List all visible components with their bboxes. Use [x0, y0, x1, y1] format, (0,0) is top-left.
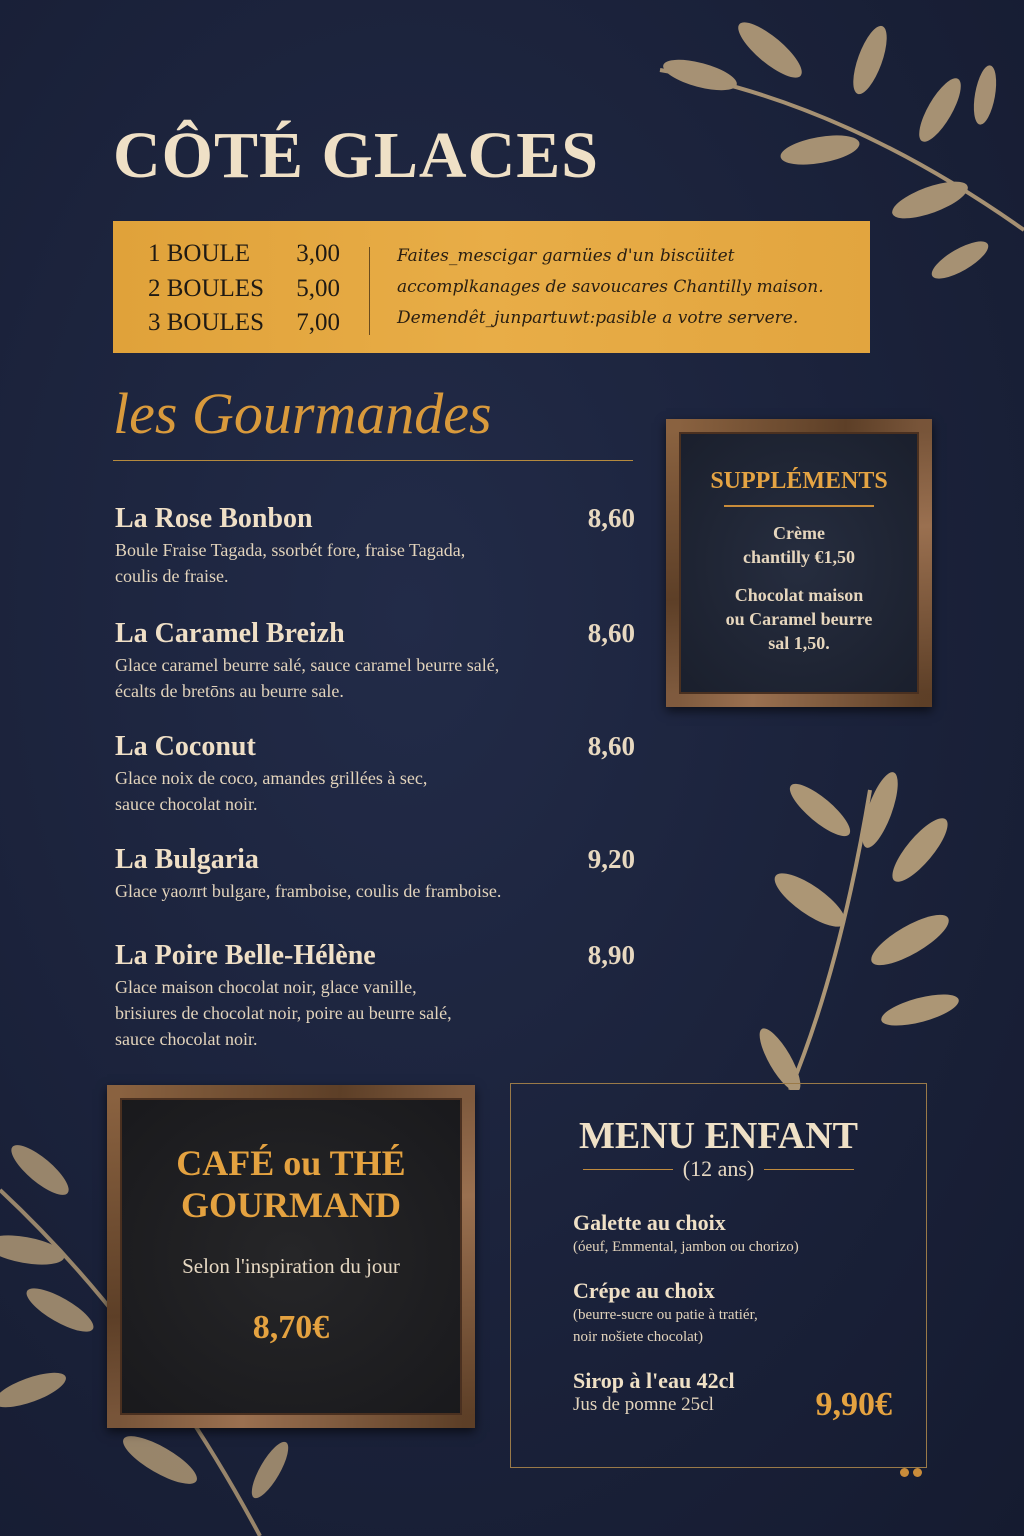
note-line: Demendêt_junpartuwt:pasible a votre servere.: [397, 308, 799, 328]
supplements-title: SUPPLÉMENTS: [710, 468, 888, 494]
supplement-entry: Chocolat maison ou Caramel beurre sal 1,50.: [725, 585, 873, 653]
item-price: 8,60: [587, 731, 635, 761]
item-price: 8,60: [587, 618, 635, 648]
menu-enfant-age: (12 ans): [511, 1156, 926, 1182]
menu-enfant-title: MENU ENFANT: [578, 1115, 858, 1157]
item-price: 9,20: [587, 844, 635, 874]
item-desc: Glace maison chocolat noir, glace vanille, brisiures de chocolat noir, poire au beurre salé, sauce chocolat noir.: [115, 977, 452, 1049]
enfant-item: [573, 1210, 926, 1258]
item-price: 8,60: [587, 503, 635, 533]
section-title: les Gourmandes: [113, 381, 492, 446]
boule-row: [148, 237, 340, 272]
menu-item: [115, 731, 635, 817]
item-name: La Poire Belle-Hélène: [115, 940, 376, 971]
item-desc: Glace noix de coco, amandes grillées à sec, sauce chocolat noir.: [115, 768, 428, 814]
enfant-item-name: Galette au choix: [573, 1210, 726, 1235]
boule-price: 7,00: [296, 309, 340, 336]
supplements-board: [666, 419, 932, 707]
divider: [724, 505, 874, 507]
enfant-item-desc: (beurre-sucre ou patie à tratiér,: [573, 1307, 758, 1323]
item-price: 8,90: [587, 940, 635, 970]
leaf-branch-mid-right-icon: [730, 770, 970, 1090]
menu-item: [115, 844, 635, 904]
item-desc: Glace caramel beurre salé, sauce caramel beurre salé, écalts de bretōns au beurre sale.: [115, 655, 500, 701]
item-desc: Boule Fraise Tagada, ssorbét fore, fraise Tagada, coulis de fraise.: [115, 540, 466, 586]
enfant-item-name: Crépe au choix: [573, 1278, 715, 1303]
boule-price: 3,00: [296, 240, 340, 267]
menu-item: [115, 618, 635, 704]
item-name: La Caramel Breizh: [115, 618, 345, 649]
menu-enfant-price: 9,90€: [815, 1386, 892, 1423]
divider: [369, 247, 370, 335]
boules-note: [397, 241, 867, 334]
item-desc: Glace yaoлrt bulgare, framboise, coulis de framboise.: [115, 881, 502, 901]
boule-row: [148, 306, 340, 341]
enfant-item-desc: Jus de pomne 25cl: [573, 1394, 714, 1415]
boule-label: 3 BOULES: [148, 309, 264, 336]
enfant-item-name: Sirop à l'eau 42cl: [573, 1368, 735, 1393]
page-title: CÔTÉ GLACES: [113, 119, 599, 192]
boule-label: 2 BOULES: [148, 274, 264, 302]
section-divider: [113, 460, 633, 461]
item-name: La Coconut: [115, 731, 256, 762]
decorative-dots: [900, 1462, 926, 1481]
menu-item: [115, 940, 635, 1052]
note-line: accomplkanages de savoucares Chantilly maison.: [397, 277, 824, 297]
enfant-item-desc: (óeuf, Emmental, jambon ou chorizo): [573, 1239, 799, 1255]
menu-enfant-box: [510, 1083, 927, 1468]
supplement-entry: Crème chantilly €1,50: [742, 523, 855, 567]
cafe-gourmand-board: [107, 1085, 475, 1428]
menu-item: [115, 503, 635, 589]
boule-label: 1 BOULE: [148, 240, 251, 267]
boule-price: 5,00: [296, 274, 340, 302]
item-name: La Rose Bonbon: [115, 503, 313, 534]
enfant-item: [573, 1278, 926, 1348]
enfant-item-desc: noir nošiete chocolat): [573, 1329, 703, 1345]
cafe-subtitle: Selon l'inspiration du jour: [182, 1254, 400, 1278]
note-line: Faites_mescigar garnües d'un biscüitet: [397, 246, 735, 266]
boules-price-list: [148, 237, 340, 341]
boule-row: [148, 272, 340, 307]
boules-price-band: [113, 221, 870, 353]
item-name: La Bulgaria: [115, 844, 259, 875]
cafe-title: CAFÉ ou THÉ GOURMAND: [176, 1143, 406, 1225]
cafe-price: 8,70€: [252, 1309, 330, 1346]
